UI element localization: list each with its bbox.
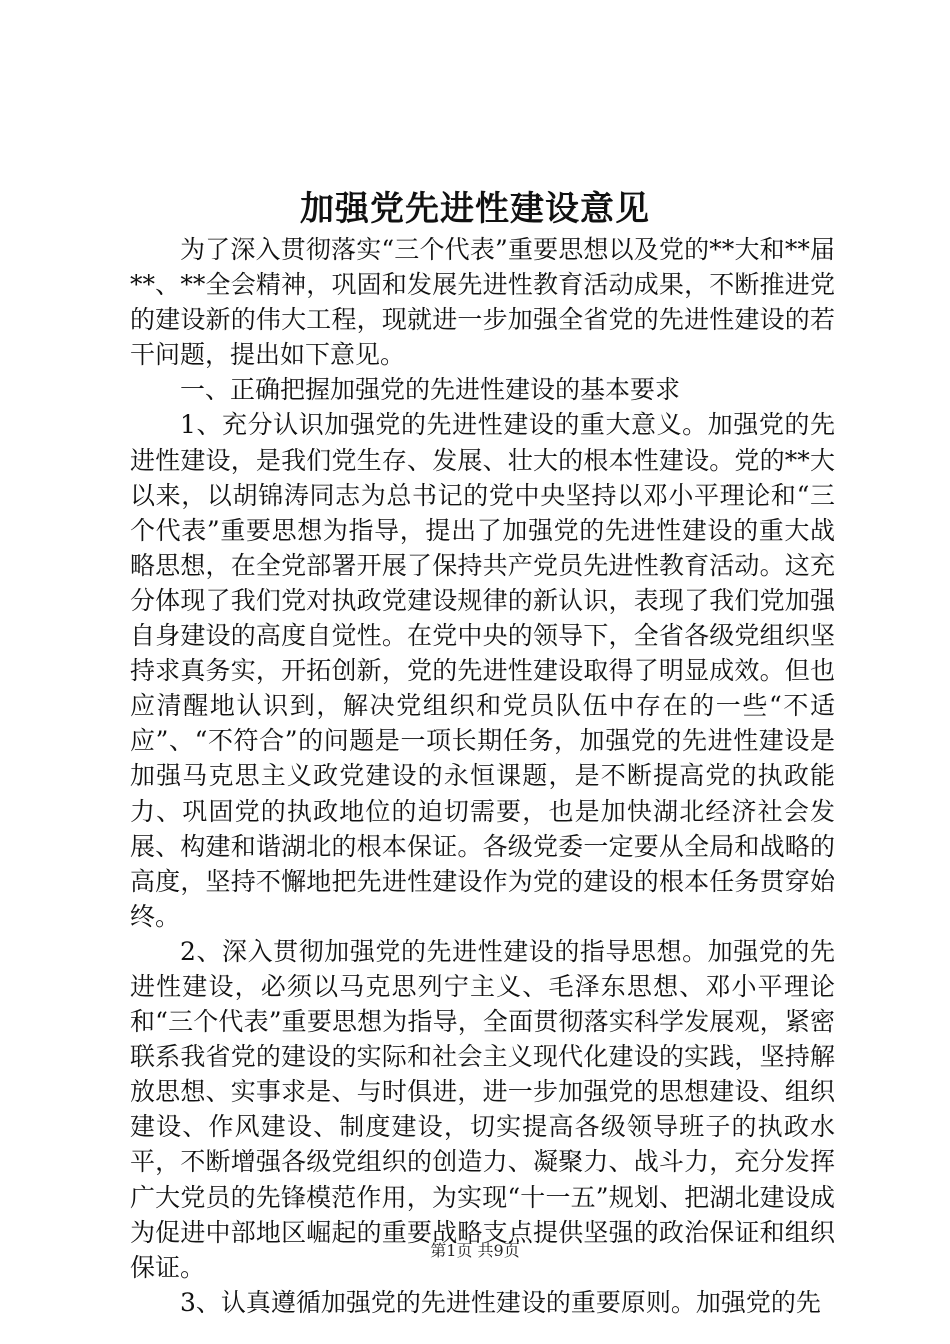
paragraph-item-1: 1、充分认识加强党的先进性建设的重大意义。加强党的先进性建设，是我们党生存、发展、壮大的根本性建设。党的**大以来，以胡锦涛同志为总书记的党中央坚持以邓小平理论和“三个代表”重要思想为指导，提出了加强党的先进性建设的重大战略思想，在全党部署开展了保持共产党员先进性教育活动。这充分体现了我们党对执政党建设规律的新认识，表现了我们党加强自身建设的高度自觉性。在党中央的领导下，全省各级党组织坚持求真务实，开拓创新，党的先进性建设取得了明显成效。但也应清醒地认识到，解决党组织和党员队伍中存在的一些“不适应”、“不符合”的问题是一项长期任务，加强党的先进性建设是加强马克思主义政党建设的永恒课题，是不断提高党的执政能力、巩固党的执政地位的迫切需要，也是加快湖北经济社会发展、构建和谐湖北的根本保证。各级党委一定要从全局和战略的高度，坚持不懈地把先进性建设作为党的建设的根本任务贯穿始终。 (130, 410, 835, 931)
paragraph-item-3: 3、认真遵循加强党的先进性建设的重要原则。加强党的先 (180, 1287, 821, 1317)
section-heading-1: 一、正确把握加强党的先进性建设的基本要求 (180, 375, 681, 405)
intro-paragraph: 为了深入贯彻落实“三个代表”重要思想以及党的**大和**届**、**全会精神，巩固和发展先进性教育活动成果，不断推进党的建设新的伟大工程，现就进一步加强全省党的先进性建设的若干问题，提出如下意见。 (130, 235, 835, 370)
paragraph-item-2: 2、深入贯彻加强党的先进性建设的指导思想。加强党的先进性建设，必须以马克思列宁主义、毛泽东思想、邓小平理论和“三个代表”重要思想为指导，全面贯彻落实科学发展观，紧密联系我省党的建设的实际和社会主义现代化建设的实践，坚持解放思想、实事求是、与时俱进，进一步加强党的思想建设、组织建设、作风建设、制度建设，切实提高各级领导班子的执政水平，不断增强各级党组织的创造力、凝聚力、战斗力，充分发挥广大党员的先锋模范作用，为实现“十一五”规划、把湖北建设成为促进中部地区崛起的重要战略支点提供坚强的政治保证和组织保证。 (130, 936, 835, 1282)
document-title: 加强党先进性建设意见 (300, 189, 650, 229)
page-number-footer: 第1页 共9页 (430, 1241, 520, 1260)
document-body (130, 232, 835, 1320)
